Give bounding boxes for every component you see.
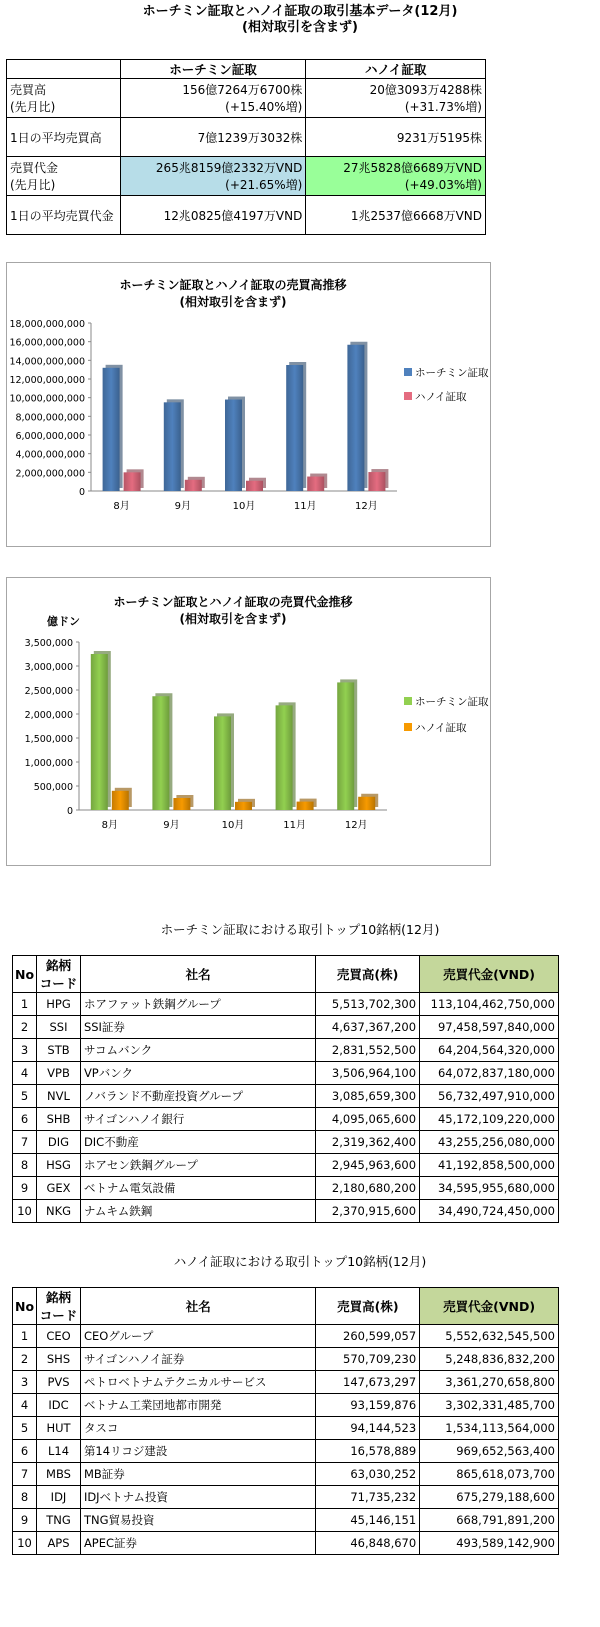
legend-label: ハノイ証取: [415, 722, 467, 734]
value-chart-box: [6, 577, 491, 866]
cell-code: HPG: [37, 993, 81, 1016]
cell-name: ナムキム鉄鋼: [80, 1200, 315, 1223]
cell-volume: 5,513,702,300: [316, 993, 420, 1016]
cell-code: CEO: [37, 1325, 81, 1348]
cell-name: ホアセン鉄鋼グループ: [80, 1154, 315, 1177]
cell-name: ベトナム電気設備: [80, 1177, 315, 1200]
cell-value: 45,172,109,220,000: [420, 1108, 559, 1131]
legend-label: ハノイ証取: [415, 391, 467, 403]
bar-hn: [358, 797, 375, 810]
value-chart: [7, 578, 490, 865]
value-sub: (+21.65%増): [225, 178, 303, 192]
legend-swatch: [404, 392, 412, 400]
y-tick-label: 8,000,000,000: [15, 412, 85, 424]
label-main: 1日の平均売買代金: [10, 208, 114, 223]
cell-name: ペトロベトナムテクニカルサービス: [80, 1371, 316, 1394]
header-volume: 売買高(株): [316, 956, 420, 993]
cell-name: 第14リコジ建設: [80, 1440, 316, 1463]
cell-value: 865,618,073,700: [420, 1463, 559, 1486]
bar-hcm: [164, 402, 181, 491]
value-main: 156億7264万6700株: [182, 83, 303, 97]
label-sub: (先月比): [10, 100, 56, 114]
cell-code: APS: [37, 1532, 81, 1555]
cell-code: GEX: [37, 1177, 81, 1200]
summary-label: [7, 196, 121, 235]
value-sub: (+15.40%増): [225, 100, 303, 114]
cell-no: 4: [13, 1062, 37, 1085]
cell-value: 34,595,955,680,000: [420, 1177, 559, 1200]
header-no: No: [13, 956, 37, 993]
table-row: [13, 993, 559, 1016]
cell-value: 41,192,858,500,000: [420, 1154, 559, 1177]
header-name: 社名: [80, 956, 315, 993]
cell-no: 10: [13, 1532, 37, 1555]
table-row: [13, 1154, 559, 1177]
table-row: [13, 1200, 559, 1223]
cell-value: 56,732,497,910,000: [420, 1085, 559, 1108]
table-row: [13, 1177, 559, 1200]
table-row: [13, 1394, 559, 1417]
cell-value: 675,279,188,600: [420, 1486, 559, 1509]
cell-code: SSI: [37, 1016, 81, 1039]
cell-name: ベトナム工業団地都市開発: [80, 1394, 316, 1417]
table-row: [13, 1532, 559, 1555]
cell-no: 2: [13, 1016, 37, 1039]
cell-volume: 260,599,057: [316, 1325, 420, 1348]
value-main: 7億1239万3032株: [197, 130, 303, 145]
table-row: [13, 1085, 559, 1108]
bar-hcm: [286, 365, 303, 491]
x-tick-label: 12月: [344, 820, 368, 831]
cell-no: 1: [13, 1325, 37, 1348]
summary-header-hcm: ホーチミン証取: [120, 60, 306, 79]
bar-hn: [246, 481, 263, 491]
cell-volume: 71,735,232: [316, 1486, 420, 1509]
cell-code: HUT: [37, 1417, 81, 1440]
summary-hn-cell: [306, 79, 486, 118]
cell-value: 3,302,331,485,700: [420, 1394, 559, 1417]
cell-no: 8: [13, 1486, 37, 1509]
x-tick-label: 12月: [355, 501, 378, 512]
summary-hn-cell-highlight: [306, 157, 486, 196]
header-code-line2: コード: [39, 1308, 78, 1323]
table-row: [13, 1016, 559, 1039]
table-row: [13, 1486, 559, 1509]
bar-hn: [124, 472, 141, 491]
cell-volume: 93,159,876: [316, 1394, 420, 1417]
cell-value: 969,652,563,400: [420, 1440, 559, 1463]
volume-chart-box: [6, 262, 491, 547]
cell-value: 97,458,597,840,000: [420, 1016, 559, 1039]
cell-volume: 16,578,889: [316, 1440, 420, 1463]
cell-name: ホアファット鉄鋼グループ: [80, 993, 315, 1016]
cell-name: APEC証券: [80, 1532, 316, 1555]
cell-volume: 45,146,151: [316, 1509, 420, 1532]
legend-label: ホーチミン証取: [415, 696, 489, 708]
summary-title: [0, 4, 600, 36]
cell-no: 9: [13, 1177, 37, 1200]
cell-name: SSI証券: [80, 1016, 315, 1039]
cell-volume: 3,085,659,300: [316, 1085, 420, 1108]
cell-code: SHB: [37, 1108, 81, 1131]
summary-hcm-cell: [120, 118, 306, 157]
cell-volume: 147,673,297: [316, 1371, 420, 1394]
cell-code: SHS: [37, 1348, 81, 1371]
cell-no: 6: [13, 1440, 37, 1463]
x-tick-label: 9月: [163, 820, 180, 831]
summary-header-row: [7, 60, 486, 79]
label-main: 売買高: [10, 83, 47, 97]
y-tick-label: 2,000,000,000: [15, 468, 85, 480]
header-volume: 売買高(株): [316, 1288, 420, 1325]
cell-value: 5,552,632,545,500: [420, 1325, 559, 1348]
value-sub: (+49.03%増): [404, 178, 482, 192]
chart-subtitle: (相対取引を含まず): [179, 612, 287, 626]
bar-hn: [185, 480, 202, 491]
summary-header-empty: [7, 60, 121, 79]
cell-code: VPB: [37, 1062, 81, 1085]
cell-no: 6: [13, 1108, 37, 1131]
summary-hcm-cell: [120, 196, 306, 235]
cell-value: 493,589,142,900: [420, 1532, 559, 1555]
cell-no: 5: [13, 1417, 37, 1440]
cell-code: NKG: [37, 1200, 81, 1223]
bar-hn: [297, 802, 314, 810]
value-main: 1兆2537億6668万VND: [350, 208, 482, 223]
header-value: 売買代金(VND): [420, 956, 559, 993]
cell-no: 4: [13, 1394, 37, 1417]
cell-name: タスコ: [80, 1417, 316, 1440]
cell-volume: 2,945,963,600: [316, 1154, 420, 1177]
table-row: [13, 1062, 559, 1085]
table-row: [13, 1417, 559, 1440]
label-sub: (先月比): [10, 178, 56, 192]
y-axis-label: 億ドン: [47, 615, 80, 628]
y-tick-label: 2,500,000: [24, 686, 73, 697]
y-tick-label: 6,000,000,000: [15, 431, 85, 442]
cell-code: STB: [37, 1039, 81, 1062]
cell-no: 8: [13, 1154, 37, 1177]
y-tick-label: 500,000: [33, 782, 73, 793]
cell-volume: 570,709,230: [316, 1348, 420, 1371]
summary-hcm-cell: [120, 79, 306, 118]
y-tick-label: 0: [66, 806, 73, 817]
x-tick-label: 8月: [113, 501, 130, 512]
header-code-line1: 銘柄: [45, 1290, 71, 1305]
cell-no: 7: [13, 1463, 37, 1486]
bar-hcm: [225, 400, 242, 491]
cell-code: MBS: [37, 1463, 81, 1486]
bar-hn: [112, 791, 129, 810]
header-value: 売買代金(VND): [420, 1288, 559, 1325]
header-no: No: [13, 1288, 37, 1325]
y-tick-label: 10,000,000,000: [9, 393, 85, 405]
cell-name: サイゴンハノイ銀行: [80, 1108, 315, 1131]
chart-subtitle: (相対取引を含まず): [179, 295, 287, 309]
cell-name: サイゴンハノイ証券: [80, 1348, 316, 1371]
hcm-top-header-row: [13, 956, 559, 993]
cell-no: 3: [13, 1039, 37, 1062]
cell-volume: 63,030,252: [316, 1463, 420, 1486]
summary-label: [7, 157, 121, 196]
y-tick-label: 12,000,000,000: [9, 375, 85, 386]
cell-no: 1: [13, 993, 37, 1016]
cell-value: 64,204,564,320,000: [420, 1039, 559, 1062]
cell-code: PVS: [37, 1371, 81, 1394]
cell-volume: 2,370,915,600: [316, 1200, 420, 1223]
header-name: 社名: [80, 1288, 316, 1325]
y-tick-label: 14,000,000,000: [9, 356, 85, 368]
cell-volume: 3,506,964,100: [316, 1062, 420, 1085]
summary-hcm-cell-highlight: [120, 157, 306, 196]
cell-value: 43,255,256,080,000: [420, 1131, 559, 1154]
cell-volume: 2,180,680,200: [316, 1177, 420, 1200]
cell-name: MB証券: [80, 1463, 316, 1486]
cell-name: CEOグループ: [80, 1325, 316, 1348]
hn-top-title: ハノイ証取における取引トップ10銘柄(12月): [173, 1254, 427, 1269]
header-code: [37, 1288, 81, 1325]
cell-name: VPバンク: [80, 1062, 315, 1085]
y-tick-label: 2,000,000: [24, 710, 73, 721]
x-tick-label: 10月: [232, 501, 256, 512]
summary-label: [7, 118, 121, 157]
table-row: [13, 1131, 559, 1154]
cell-no: 2: [13, 1348, 37, 1371]
value-main: 27兆5828億6689万VND: [343, 161, 482, 175]
header-code: [37, 956, 81, 993]
table-row: [13, 1325, 559, 1348]
summary-hn-cell: [306, 196, 486, 235]
value-main: 12兆0825億4197万VND: [163, 208, 303, 223]
label-main: 売買代金: [10, 161, 59, 175]
cell-code: DIG: [37, 1131, 81, 1154]
cell-volume: 46,848,670: [316, 1532, 420, 1555]
y-tick-label: 1,000,000: [24, 758, 73, 769]
cell-volume: 4,095,065,600: [316, 1108, 420, 1131]
y-tick-label: 16,000,000,000: [9, 337, 85, 349]
cell-volume: 2,831,552,500: [316, 1039, 420, 1062]
summary-title-line1: ホーチミン証取とハノイ証取の取引基本データ(12月): [142, 4, 458, 19]
summary-row-value: [7, 157, 486, 196]
bar-hcm: [337, 682, 354, 810]
header-code-line1: 銘柄: [45, 958, 71, 973]
legend-label: ホーチミン証取: [415, 367, 489, 379]
x-tick-label: 8月: [101, 820, 118, 831]
summary-table: [6, 59, 486, 235]
summary-label: [7, 79, 121, 118]
bar-hcm: [91, 654, 108, 810]
x-tick-label: 9月: [174, 501, 191, 512]
cell-value: 5,248,836,832,200: [420, 1348, 559, 1371]
legend-swatch: [404, 368, 412, 376]
table-row: [13, 1108, 559, 1131]
cell-name: TNG貿易投資: [80, 1509, 316, 1532]
cell-name: サコムバンク: [80, 1039, 315, 1062]
cell-value: 34,490,724,450,000: [420, 1200, 559, 1223]
chart-title: ホーチミン証取とハノイ証取の売買代金推移: [113, 595, 353, 609]
cell-no: 5: [13, 1085, 37, 1108]
cell-code: NVL: [37, 1085, 81, 1108]
y-tick-label: 0: [78, 487, 85, 498]
label-main: 1日の平均売買高: [10, 130, 102, 145]
hcm-top-title: ホーチミン証取における取引トップ10銘柄(12月): [160, 922, 440, 937]
table-row: [13, 1463, 559, 1486]
summary-hn-cell: [306, 118, 486, 157]
cell-no: 9: [13, 1509, 37, 1532]
y-tick-label: 1,500,000: [24, 734, 73, 745]
summary-row-avg-volume: [7, 118, 486, 157]
header-code-line2: コード: [39, 976, 78, 991]
cell-name: ノバランド不動産投資グループ: [80, 1085, 315, 1108]
summary-header-hn: ハノイ証取: [306, 60, 486, 79]
legend-swatch: [404, 723, 412, 731]
hn-top-table: [12, 1287, 559, 1555]
table-row: [13, 1348, 559, 1371]
volume-chart: [7, 263, 490, 546]
cell-name: DIC不動産: [80, 1131, 315, 1154]
cell-code: IDC: [37, 1394, 81, 1417]
cell-value: 64,072,837,180,000: [420, 1062, 559, 1085]
x-tick-label: 10月: [221, 820, 245, 831]
summary-row-volume: [7, 79, 486, 118]
y-tick-label: 3,000,000: [24, 662, 73, 673]
bar-hn: [307, 477, 324, 491]
table-row: [13, 1509, 559, 1532]
cell-no: 10: [13, 1200, 37, 1223]
cell-no: 7: [13, 1131, 37, 1154]
cell-no: 3: [13, 1371, 37, 1394]
y-tick-label: 18,000,000,000: [9, 319, 85, 330]
summary-title-line2: (相対取引を含まず): [242, 20, 358, 35]
cell-code: IDJ: [37, 1486, 81, 1509]
cell-value: 3,361,270,658,800: [420, 1371, 559, 1394]
bar-hcm: [276, 705, 293, 810]
bar-hn: [368, 472, 385, 491]
table-row: [13, 1039, 559, 1062]
bar-hcm: [214, 716, 231, 810]
bar-hcm: [347, 345, 364, 491]
value-sub: (+31.73%増): [404, 100, 482, 114]
cell-code: TNG: [37, 1509, 81, 1532]
cell-value: 1,534,113,564,000: [420, 1417, 559, 1440]
value-main: 20億3093万4288株: [369, 83, 482, 97]
chart-title: ホーチミン証取とハノイ証取の売買高推移: [119, 278, 347, 292]
cell-name: IDJベトナム投資: [80, 1486, 316, 1509]
table-row: [13, 1440, 559, 1463]
cell-volume: 2,319,362,400: [316, 1131, 420, 1154]
cell-code: HSG: [37, 1154, 81, 1177]
y-tick-label: 4,000,000,000: [15, 449, 85, 461]
cell-code: L14: [37, 1440, 81, 1463]
value-main: 9231万5195株: [396, 130, 482, 145]
hn-top-header-row: [13, 1288, 559, 1325]
hcm-top-table: [12, 955, 559, 1223]
cell-value: 113,104,462,750,000: [420, 993, 559, 1016]
x-tick-label: 11月: [283, 820, 306, 831]
summary-row-avg-value: [7, 196, 486, 235]
bar-hn: [235, 802, 252, 810]
cell-volume: 4,637,367,200: [316, 1016, 420, 1039]
value-main: 265兆8159億2332万VND: [155, 161, 303, 175]
cell-volume: 94,144,523: [316, 1417, 420, 1440]
table-row: [13, 1371, 559, 1394]
bar-hcm: [103, 368, 120, 491]
bar-hn: [173, 798, 190, 810]
x-tick-label: 11月: [293, 501, 317, 512]
legend-swatch: [404, 697, 412, 705]
bar-hcm: [152, 696, 169, 810]
cell-value: 668,791,891,200: [420, 1509, 559, 1532]
y-tick-label: 3,500,000: [24, 638, 73, 649]
